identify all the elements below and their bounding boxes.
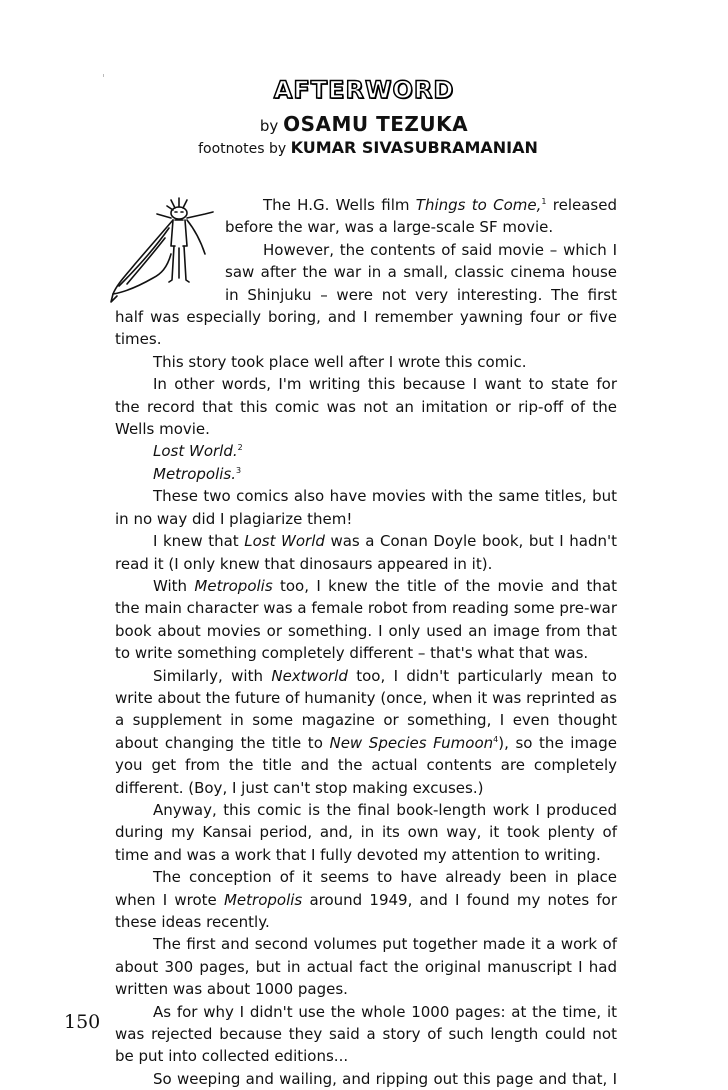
caped-figure-drawing-icon: [109, 194, 221, 306]
paragraph: So weeping and wailing, and ripping out this page and that, I: [153, 1069, 617, 1088]
afterword-title: AFTERWORD: [273, 76, 455, 104]
paragraph: In other words, I'm writing this because I want to state for the record that this comic was not an imitation or rip-off of the Wells movie.: [115, 375, 617, 439]
paragraph: The conception of it seems to have already been in place when I wrote Metropolis around 1949, and I found my notes for these ideas recently.: [115, 868, 617, 931]
paragraph: This story took place well after I wrote this comic.: [153, 352, 527, 371]
paragraph: With Metropolis too, I knew the title of the movie and that the main character was a female robot from reading some pre-war book about movies or something. I only used an image from that to write something completely different – that's what that was.: [115, 576, 617, 663]
afterword-body: [115, 194, 617, 1090]
paragraph: Anyway, this comic is the final book-length work I produced during my Kansai period, and, in its own way, it took plenty of time and was a work that I fully devoted my attention to writing.: [115, 800, 617, 864]
footnotes-byline: [0, 138, 728, 157]
paragraph: I knew that Lost World was a Conan Doyle book, but I hadn't read it (I only knew that dinosaurs appeared in it).: [115, 532, 617, 573]
paragraph: Similarly, with Nextworld too, I didn't particularly mean to write about the future of humanity (once, when it was reprinted as a supplement in some magazine or something, I even thought about changing the title to New Species Fumoon$^4$), so the image you get from the title and the actual contents are completely different. (Boy, I just can't stop making excuses.): [115, 666, 617, 797]
paragraph: Lost World.$^2$: [153, 442, 243, 461]
paragraph: As for why I didn't use the whole 1000 pages: at the time, it was rejected because they said a story of such length could not be put into collected editions...: [115, 1002, 617, 1066]
by-prefix: by: [259, 117, 279, 135]
paragraph: These two comics also have movies with the same titles, but in no way did I plagiarize them!: [115, 487, 617, 528]
author-name: OSAMU TEZUKA: [283, 112, 469, 136]
paragraph: However, the contents of said movie – which I saw after the war in a small, classic cinema house in Shinjuku – were not very interesting. The first half was especially boring, and I remember yawning four or five times.: [115, 240, 617, 349]
paragraph: The H.G. Wells film Things to Come,$^1$ released before the war, was a large-scale SF movie.: [225, 196, 617, 237]
author-byline: [0, 112, 728, 136]
paragraph: The first and second volumes put together made it a work of about 300 pages, but in actual fact the original manuscript I had written was about 1000 pages.: [115, 935, 617, 999]
paragraph: Metropolis.$^3$: [153, 464, 242, 483]
footnotes-prefix: footnotes by: [198, 141, 287, 157]
page-number: 150: [64, 1011, 101, 1033]
footnotes-author-name: KUMAR SIVASUBRAMANIAN: [290, 138, 538, 157]
